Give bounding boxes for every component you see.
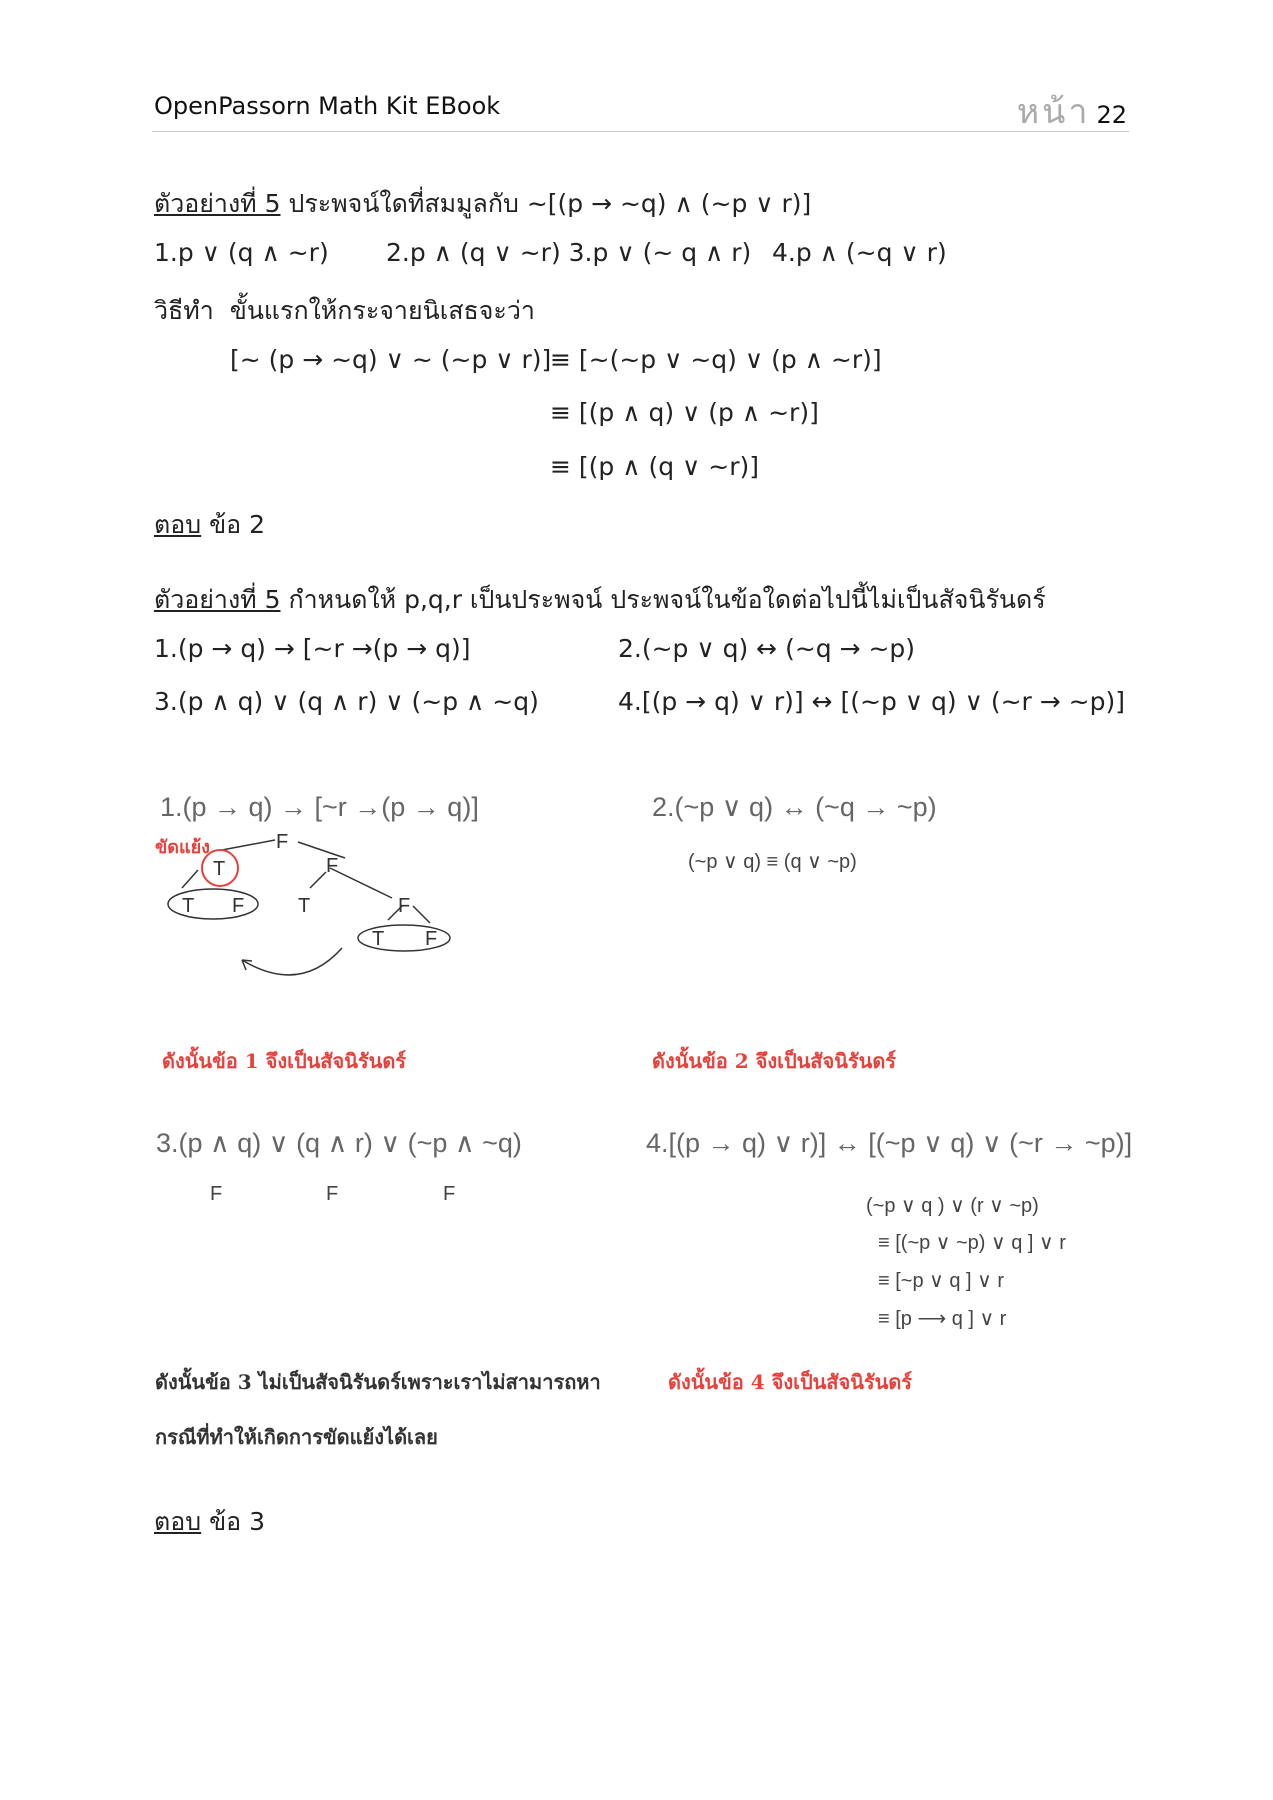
example-2-question: [154, 580, 1046, 620]
fig3-value-2: F: [326, 1183, 339, 1205]
truth-tree-diagram: [150, 830, 470, 995]
fig3-expression: 3.(p ∧ q) ∨ (q ∧ r) ∨ (~p ∧ ~q): [156, 1128, 522, 1158]
fig4-expression: 4.[(p → q) ∨ r)] ↔ [(~p ∨ q) ∨ (~r → ~p)]: [646, 1128, 1133, 1158]
fig1-conclusion: ดังนั้นข้อ 1 จึงเป็นสัจนิรันดร์: [162, 1049, 407, 1073]
fig4-step-1: (~p ∨ q ) ∨ (r ∨ ~p): [866, 1195, 1039, 1217]
node-t-bottom: T: [372, 928, 385, 950]
tree-edge: [310, 872, 326, 888]
example-1-choice-4: 4.p ∧ (~q ∨ r): [772, 238, 947, 267]
contradiction-arrow: [242, 948, 342, 975]
node-t-left: T: [182, 895, 195, 917]
example-2-choice-1: 1.(p → q) → [~r →(p → q)]: [154, 634, 471, 663]
fig4-conclusion: ดังนั้นข้อ 4 จึงเป็นสัจนิรันดร์: [668, 1370, 913, 1394]
fig3-value-3: F: [443, 1183, 456, 1205]
tree-edge: [182, 870, 198, 888]
fig4-step-3: ≡ [~p ∨ q ] ∨ r: [878, 1270, 1004, 1292]
example-2-text: กำหนดให้ p,q,r เป็นประพจน์ ประพจน์ในข้อใดต่อไปนี้ไม่เป็นสัจนิรันดร์: [280, 585, 1046, 614]
contradiction-label: ขัดแย้ง: [155, 837, 210, 858]
step-1-rhs: ≡ [~(~p ∨ ~q) ∨ (p ∧ ~r)]: [550, 345, 882, 374]
node-f-top: F: [276, 831, 289, 853]
fig2-expression: 2.(~p ∨ q) ↔ (~q → ~p): [652, 792, 937, 822]
node-f-bottom: F: [425, 928, 438, 950]
example-2-choice-2: 2.(~p ∨ q) ↔ (~q → ~p): [618, 634, 916, 663]
node-f-left: F: [232, 895, 245, 917]
example-1-label: ตัวอย่างที่ 5: [154, 189, 281, 218]
page-word: หน้า: [1016, 92, 1091, 132]
header-divider: [152, 131, 1129, 132]
example-2-choice-4: 4.[(p → q) ∨ r)] ↔ [(~p ∨ q) ∨ (~r → ~p)]: [618, 687, 1125, 716]
example-2-choice-3: 3.(p ∧ q) ∨ (q ∧ r) ∨ (~p ∧ ~q): [154, 687, 539, 716]
step-2: ≡ [(p ∧ q) ∨ (p ∧ ~r)]: [550, 398, 819, 427]
fig4-step-2: ≡ [(~p ∨ ~p) ∨ q ] ∨ r: [878, 1232, 1066, 1254]
step-1-lhs: [~ (p → ~q) ∨ ~ (~p ∨ r)]: [230, 345, 552, 374]
node-t-circled: T: [213, 858, 226, 880]
example-1-choice-1: 1.p ∨ (q ∧ ~r): [154, 238, 329, 267]
tree-edge: [222, 840, 275, 850]
node-f-mid: F: [326, 855, 339, 877]
node-t-mid: T: [298, 895, 311, 917]
tree-edge: [413, 906, 430, 923]
method-label: วิธีทำ: [154, 296, 214, 325]
example-1-choice-2-3: 2.p ∧ (q ∨ ~r) 3.p ∨ (~ q ∧ r): [386, 238, 752, 267]
example-1-text: ประพจน์ใดที่สมมูลกับ ~[(p → ~q) ∧ (~p ∨ r)]: [280, 189, 812, 218]
fig3-value-1: F: [210, 1183, 223, 1205]
fig2-equivalence: (~p ∨ q) ≡ (q ∨ ~p): [688, 851, 857, 873]
example-2-answer: [154, 1502, 265, 1542]
step-3: ≡ [(p ∧ (q ∨ ~r)]: [550, 452, 760, 481]
final-answer-label: ตอบ: [154, 1507, 202, 1536]
fig4-step-4: ≡ [p ⟶ q ] ∨ r: [878, 1308, 1007, 1330]
answer-text: ข้อ 2: [201, 510, 266, 539]
final-answer-text: ข้อ 3: [201, 1507, 266, 1536]
fig1-expression: 1.(p → q) → [~r →(p → q)]: [160, 792, 479, 822]
fig2-conclusion: ดังนั้นข้อ 2 จึงเป็นสัจนิรันดร์: [652, 1049, 897, 1073]
example-1-question: [154, 184, 811, 224]
book-title: OpenPassorn Math Kit EBook: [154, 92, 501, 120]
example-2-label: ตัวอย่างที่ 5: [154, 585, 281, 614]
page-indicator: [1017, 84, 1127, 138]
method-line: [154, 291, 535, 331]
tree-edge: [330, 868, 392, 898]
fig3-conclusion-line-2: กรณีที่ทำให้เกิดการขัดแย้งได้เลย: [155, 1425, 438, 1449]
answer-label: ตอบ: [154, 510, 202, 539]
example-1-answer: [154, 505, 265, 545]
fig3-conclusion-line-1: ดังนั้นข้อ 3 ไม่เป็นสัจนิรันดร์เพราะเราไม่สามารถหา: [155, 1370, 601, 1394]
page-number: 22: [1096, 101, 1127, 129]
method-text: ขั้นแรกให้กระจายนิเสธจะว่า: [229, 296, 535, 325]
node-f-right: F: [398, 895, 411, 917]
